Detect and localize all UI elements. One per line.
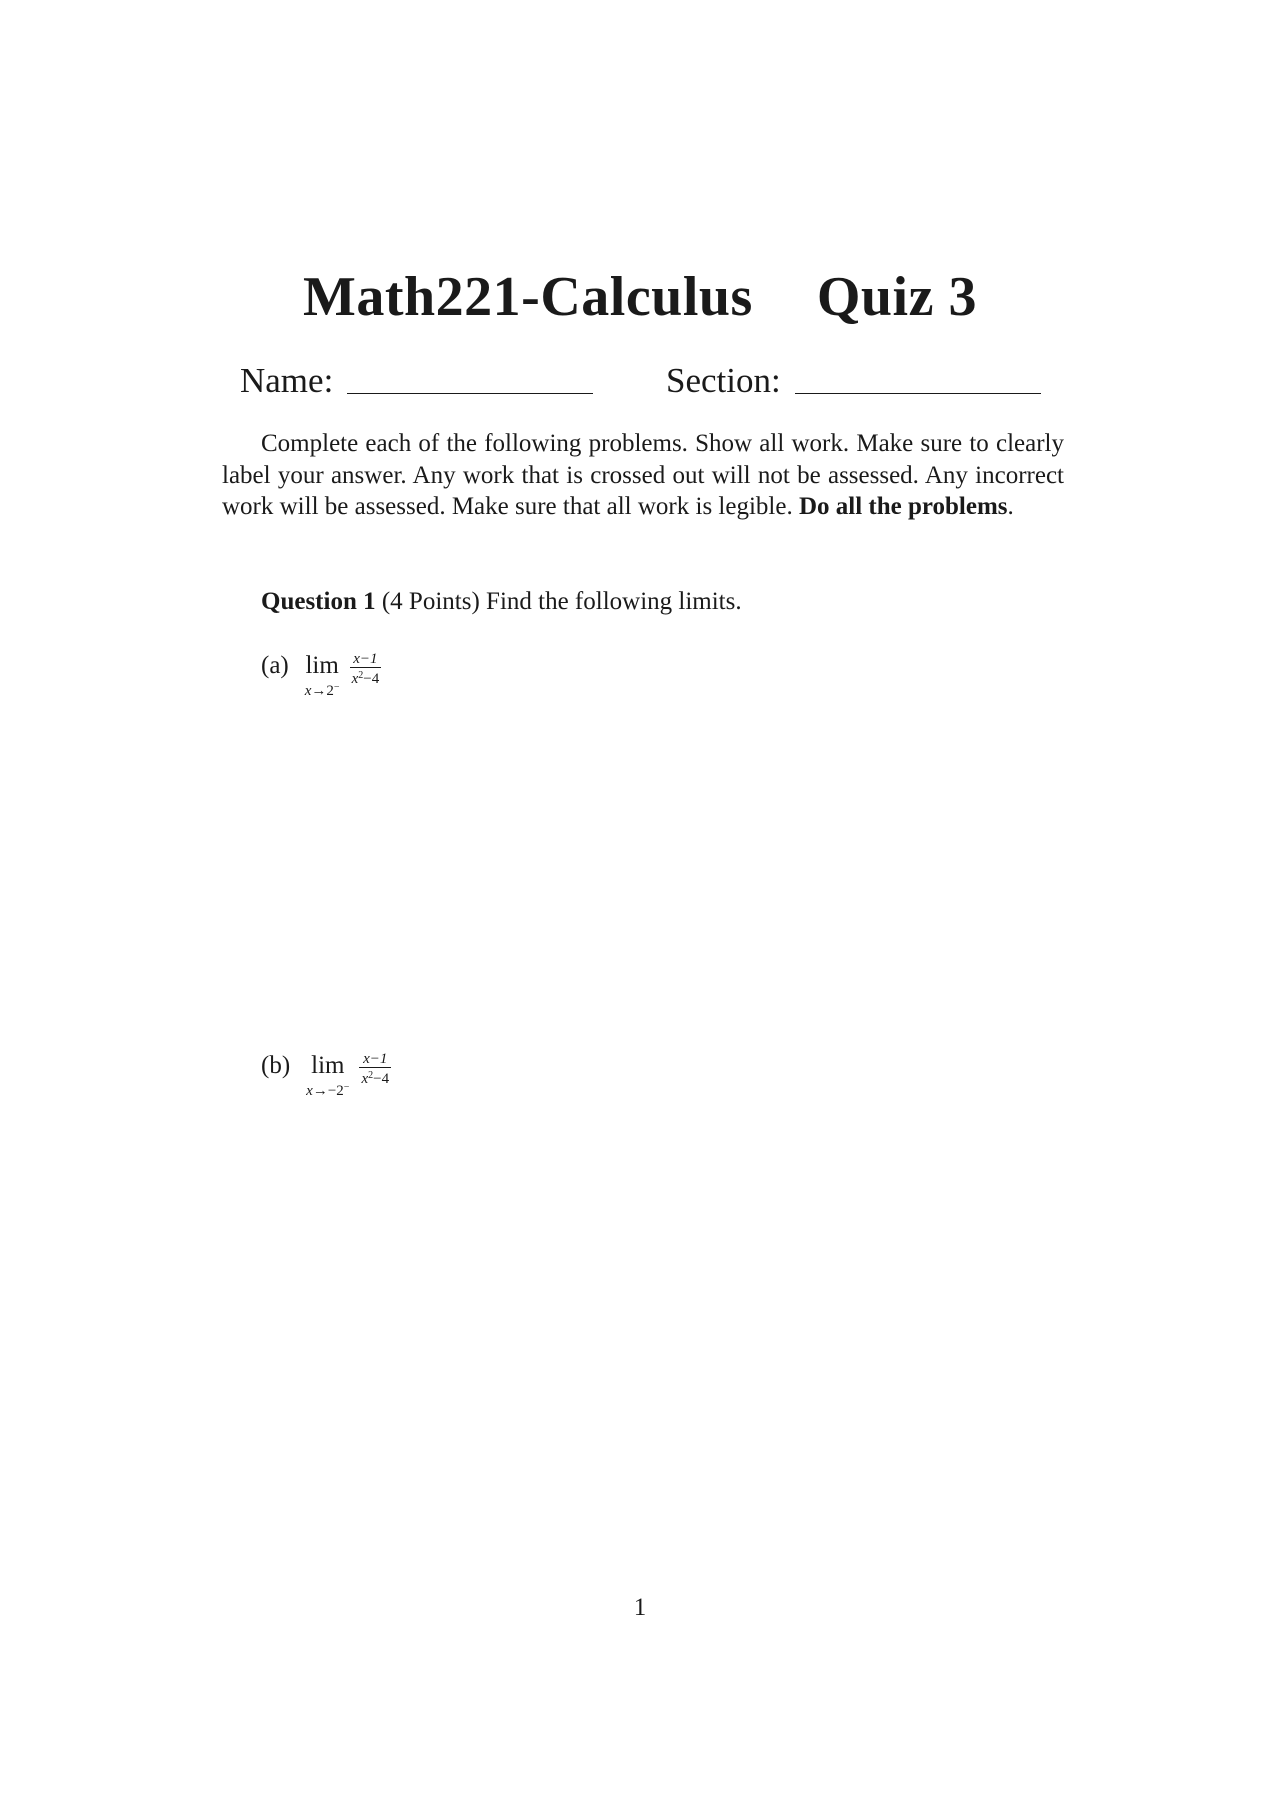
part-a	[261, 650, 381, 699]
lim-subscript: x→2−	[304, 682, 340, 699]
section-field-group	[666, 358, 1041, 404]
question-label: Question 1	[261, 588, 376, 615]
part-a-limit	[305, 650, 340, 699]
section-blank-line[interactable]	[795, 392, 1041, 394]
section-label: Section:	[666, 361, 781, 400]
lim-operator: lim	[311, 1052, 345, 1079]
question-text: (4 Points) Find the following limits.	[375, 588, 742, 615]
part-b-limit	[306, 1050, 349, 1099]
name-label: Name:	[240, 361, 334, 400]
fraction-denominator: $x^2-4$	[361, 1070, 390, 1087]
part-b-label: (b)	[261, 1052, 291, 1079]
lim-operator: lim	[305, 652, 339, 679]
part-a-label: (a)	[261, 652, 289, 679]
fraction-denominator: $x^2-4$	[351, 670, 380, 687]
name-blank-line[interactable]	[347, 392, 593, 394]
instructions-end: .	[1007, 493, 1014, 520]
question-1	[261, 586, 742, 617]
part-a-fraction	[350, 651, 382, 687]
fraction-numerator: x−1	[363, 1051, 388, 1067]
student-info-row	[240, 358, 1060, 408]
page-title	[0, 262, 1280, 332]
part-b	[261, 1050, 391, 1099]
course-title: Math221-Calculus	[303, 266, 753, 328]
lim-subscript: x→−2−	[306, 1082, 350, 1099]
name-field-group	[240, 358, 593, 404]
part-b-fraction	[359, 1051, 391, 1087]
instructions-text: Complete each of the following problems. Show all work. Make sure to clearly label your answer. Any work that is crossed out will not be assessed. Any incorrect work will be assessed. Make sure that all work is legible.	[222, 430, 1064, 520]
quiz-title: Quiz 3	[816, 266, 977, 328]
instructions-paragraph	[222, 428, 1064, 523]
fraction-numerator: x−1	[353, 651, 378, 667]
instructions-emphasis: Do all the problems	[798, 493, 1008, 520]
page-number: 1	[633, 1594, 647, 1621]
